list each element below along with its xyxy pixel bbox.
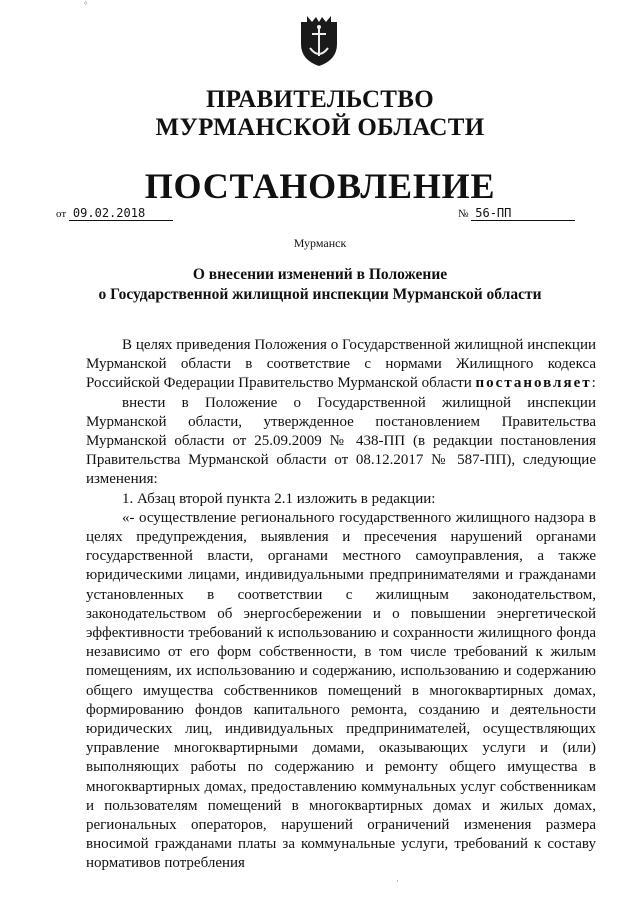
resolves-word: постановляет	[475, 375, 592, 392]
body-paragraph-item1: 1. Абзац второй пункта 2.1 изложить в редакции:	[122, 490, 436, 507]
number-prefix: №	[458, 208, 469, 220]
document-title-line2: о Государственной жилищной инспекции Мурманской области	[98, 286, 542, 303]
scan-speck: ·	[396, 876, 399, 886]
preamble-text: В целях приведения Положения о Государственной жилищной инспекции Мурманской области в соответствие с нормами Жилищного кодекса Российской Федерации Правительство Мурманской области	[86, 337, 596, 392]
document-type-heading: ПОСТАНОВЛЕНИЕ	[144, 166, 496, 206]
body-paragraph-amend: внести в Положение о Государственной жилищной инспекции Мурманской области, утвержденное постановлением Правительства Мурманской области от 25.09.2009 № 438-ПП (в редакции постановления Правительства Мурманской области от 08.12.2017 № 587-ПП), следующие изменения:	[86, 394, 596, 488]
document-number-field	[458, 206, 575, 221]
document-date-field	[56, 206, 173, 221]
scan-speck: °	[84, 0, 88, 10]
date-prefix: от	[56, 208, 67, 220]
body-paragraph-new-wording: «- осуществление регионального государственного жилищного надзора в целях предупреждения, выявления и пресечения нарушений органами государственной власти, органами местного самоуправления, а также юридическими лицами, индивидуальными предпринимателями и гражданами установленных в соответствии с жилищным законодательством, законодательством об энергосбережении и о повышении энергетической эффективности требований к использованию и сохранности жилищного фонда независимо от его форм собственности, в том числе требований к жилым помещениям, их использованию и содержанию, использованию и содержанию общего имущества собственников помещений в многоквартирных домах, формированию фондов капитального ремонта, созданию и деятельности юридических лиц, индивидуальных предпринимателей, осуществляющих управление многоквартирными домами, оказывающих услуги и (или) выполняющих работы по содержанию и ремонту общего имущества в многоквартирных домах, предоставлению коммунальных услуг собственникам и пользователям помещений в многоквартирных домах и жилых домах, региональных операторов, нарушений ограничений изменения размера вносимой гражданами платы за коммунальные услуги, требований к составу нормативов потребления	[86, 509, 596, 872]
city-name: Мурманск	[293, 236, 347, 250]
document-body	[86, 336, 596, 874]
document-title-line1: О внесении изменений в Положение	[192, 266, 448, 283]
government-title-line1: ПРАВИТЕЛЬСТВО	[206, 86, 434, 113]
body-paragraph-preamble	[86, 336, 596, 394]
preamble-colon: :	[591, 375, 596, 392]
coat-of-arms-emblem-icon	[298, 14, 340, 68]
document-number: 56-ПП	[471, 206, 575, 221]
government-title-line2: МУРМАНСКОЙ ОБЛАСТИ	[155, 114, 485, 141]
document-date: 09.02.2018	[69, 206, 173, 221]
